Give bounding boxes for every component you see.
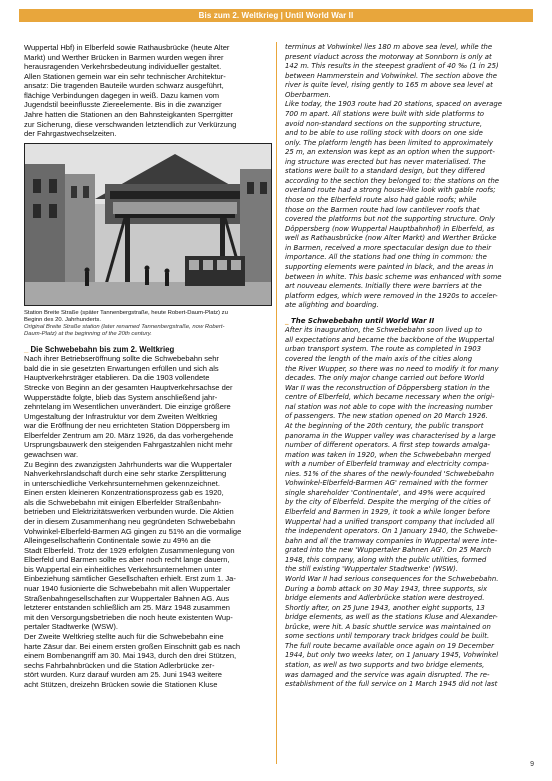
german-column [24, 43, 272, 689]
german-body-paragraphs: Nach ihrer Betriebseröffnung sollte die Schwebebahn sehr bald die in sie gesetzten Erwartungen erfüllen und sich als Hauptverkehrsträger etablieren. Da die 1903 vollendete Strecke von Beginn an der gesamten Hauptverkehrsachse der Wupperstädte folgte, blieb das System anschließend jahr- zehntelang im Wesentlichen unverändert. Die einzige größere Umgestaltung der Infrastruktur vor dem Zweiten Weltkrieg war die Eröffnung der neu errichteten Station Döppersberg im Elberfelder Zentrum am 20. März 1926, da das vorhergehende Ursprungsbauwerk den steigenden Fahrgastzahlen nicht mehr gewachsen war. Zu Beginn des zwanzigsten Jahrhunderts war die Wuppertaler Nahverkehrslandschaft durch eine sehr starke Zersplitterung in unterschiedliche Verkehrsunternehmen gekennzeichnet. Einen ersten kleineren Konzentrationsprozess gab es 1920, als die Schwebebahn mit einigen Elberfelder Straßenbahn- betrieben und Elektrizitätswerken verbunden wurde. Die Aktien der in diesem Zusammenhang neu gegründeten Schwebebahn Vohwinkel-Elberfeld-Barmen AG gingen zu 51% an die vormalige Alleingesellschafterin Continentale sowie zu 49% an die Stadt Elberfeld. Trotz der 1929 erfolgten Zusammenlegung von Elberfeld und Barmen sollte es aber noch recht lange dauern, bis Wuppertal ein einheitliches Verkehrsunternehmen unter Einbeziehung sämtlicher Gesellschaften erhielt. Erst zum 1. Ja- nuar 1940 fusionierte die Schwebebahn mit allen Wuppertaler Straßenbahngesellschaften zur Wuppertaler Bahnen AG. Aus letzterer entstanden schließlich am 25. März 1948 zusammen mit den Versorgungsbetrieben die noch heute existenten Wup- pertaler Stadtwerke (WSW). Der Zweite Weltkrieg stellte auch für die Schwebebahn eine harte Zäsur dar. Bei einem ersten großen Einschnitt gab es nach einem Bombenangriff am 30. Mai 1943, durch den drei Stützen, sechs Fahrbahnbrücken und die Station Adlerbrücke zer- stört wurden. Kurz darauf wurden am 25. Juni 1943 weitere acht Stützen, dreizehn Brücken sowie die Stationen Kluse [24, 354, 242, 689]
english-intro-paragraph: terminus at Vohwinkel lies 180 m above sea level, while the present viaduct across the motorway at Sonnborn is only at 142 m. This results in the steepest gradient of 40 ‰ (1 in 25) between Hammerstein and Vohwinkel. The section above the river is quite level, rising gently to 165 m above sea level at Oberbarmen. Like today, the 1903 route had 20 stations, spaced on average 700 m apart. All stations were built with side platforms to avoid non-standard sections on the supporting structure, and to be able to use rolling stock with doors on one side only. The platform length has been limited to approximately 25 m, an extension was kept as an option when the support- ing structure was erected but has never materialised. The stations were built to a standard design, but they differed according to the section they belonged to: the stations on the overland route had a strong house-like look with gable roofs; those on the Elberfeld route also had gable roofs; while those on the Barmen route had low cantilever roofs that covered the platforms but not the supporting structure. Only Döppersberg (now Wuppertal Hauptbahnhof) in Elberfeld, as well as Rathausbrücke (now Alter Markt) and Werther Brücke in Barmen, received a more spectacular design due to their importance. All the stations had one thing in common: the supporting elements were painted in black, and the areas in between in white. This basic scheme was enhanced with some art nouveau elements. Initially there were barriers at the platform edges, which were removed in the 1920s to acceler- ate alighting and boarding. [285, 43, 502, 310]
photo-caption-german: Station Breite Straße (später Tannenbergstraße, heute Robert-Daum-Platz) zu Beginn des 20. Jahrhunderts. [24, 309, 228, 323]
heading-dash: _ [24, 344, 31, 354]
german-section-heading [24, 345, 272, 355]
historic-station-photo [24, 143, 272, 306]
english-section-heading [285, 317, 533, 327]
running-header-title: Bis zum 2. Weltkrieg | Until World War II [198, 11, 354, 20]
header-bar [19, 9, 533, 22]
page-number: 9 [530, 761, 534, 768]
english-section-heading-text: The Schwebebahn until World War II [290, 316, 435, 325]
german-intro-paragraph: Wuppertal Hbf) in Elberfeld sowie Rathausbrücke (heute Alter Markt) und Werther Brücken in Barmen wurden wegen ihrer herausragenden Verkehrsbedeutung individueller gestaltet. Allen Stationen gemein war ein sehr technischer Architektur- ansatz: Die tragenden Bauteile wurden schwarz ausgeführt, flächige Verbindungen dagegen in weiß. Dazu kamen vom Jugendstil beeinflusste Ziereelemente. Bis in die zwanziger Jahre hatten die Stationen an den Bahnsteigkanten Sperrgitter zur Sicherung, diese verschwanden letztendlich zur Verkürzung der Fahrgastwechselzeiten. [24, 43, 237, 139]
english-column [285, 43, 533, 690]
heading-dash: _ [285, 316, 291, 325]
english-body-paragraphs: After its inauguration, the Schwebebahn soon lived up to all expectations and became the backbone of the Wuppertal urban transport system. The route as completed in 1903 covered the length of the main axis of the cities along the River Wupper, so there was no need to modify it for many decades. The only major change carried out before World War II was the reconstruction of Döppersberg station in the centre of Elberfeld, which became necessary when the origi- nal station was not able to cope with the increasing number of passengers. The new station opened on 20 March 1926. At the beginning of the 20th century, the public transport panorama in the Wupper valley was characterised by a large number of different operators. A first step towards amalga- mation was taken in 1920, when the Schwebebahn merged with a number of Elberfeld tramway and electricity compa- nies. 51% of the shares of the newly-founded 'Schwebebahn Vohwinkel-Elberfeld-Barmen AG' remained with the former single shareholder 'Continentale', and 49% were acquired by the city of Elberfeld. Despite the merging of the cities of Elberfeld and Barmen in 1929, it took a while longer before Wuppertal had a unified transport company that included all the independent operators. On 1 January 1940, the Schwebe- bahn and all the tramway companies in Wuppertal were inte- grated into the new 'Wuppertaler Bahnen AG'. On 25 March 1948, this company, along with the public utilities, formed the still existing 'Wuppertaler Stadtwerke' (WSW). World War II had serious consequences for the Schwebebahn. During a bomb attack on 30 May 1943, three supports, six bridge elements and Adlerbrücke station were destroyed. Shortly after, on 25 June 1943, another eight supports, 13 bridge elements, as well as the stations Kluse and Alexander- brücke, were hit. A basic shuttle service was maintained on some sections until temporary track bridges could be built. The full route became available once again on 19 December 1944, but only two weeks later, on 1 January 1945, Vohwinkel station, as well as two supports and two bridge elements, was damaged and the service was again disrupted. The re- establishment of the full service on 1 March 1945 did not last [285, 326, 499, 689]
photo-caption-english: Original Breite Straße station (later renamed Tannenbergstraße, now Robert- Daum-Platz) at the beginning of the 20th century. [24, 324, 225, 338]
column-divider [276, 42, 277, 764]
german-section-heading-text: Die Schwebebahn bis zum 2. Weltkrieg [30, 344, 175, 354]
